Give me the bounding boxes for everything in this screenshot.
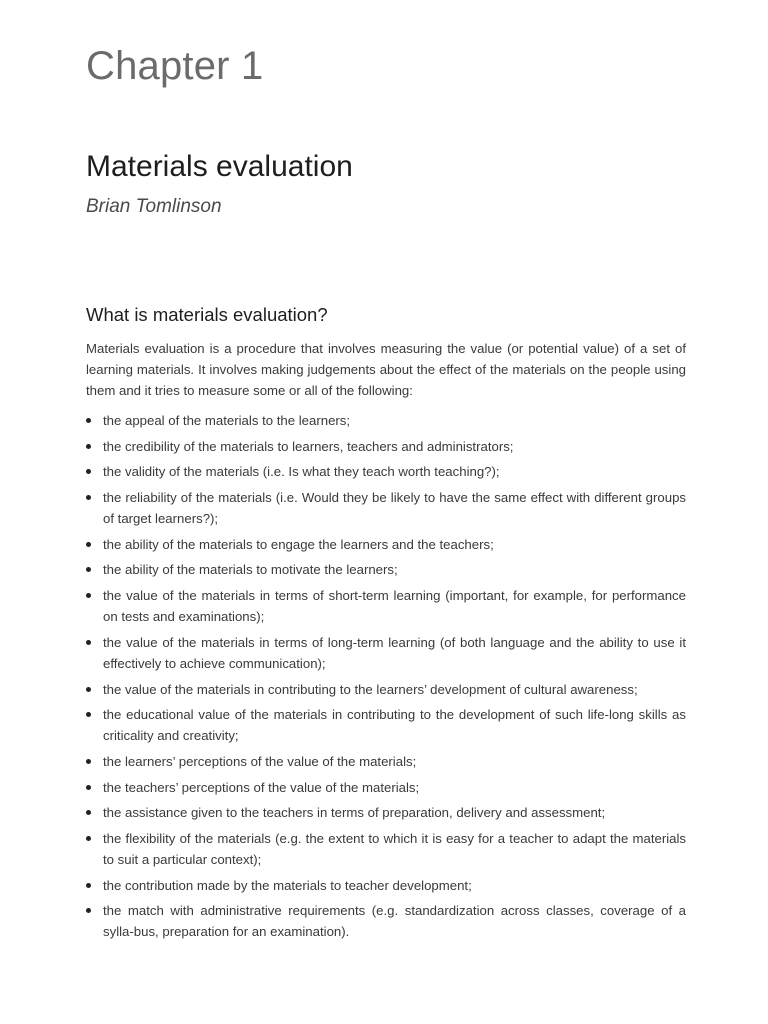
bullet-icon bbox=[86, 640, 91, 645]
bullet-icon bbox=[86, 418, 91, 423]
bullet-icon bbox=[86, 759, 91, 764]
bullet-icon bbox=[86, 883, 91, 888]
list-item bbox=[86, 487, 686, 529]
list-item-text: the ability of the materials to motivate the learners; bbox=[103, 562, 398, 578]
list-item bbox=[86, 534, 686, 555]
list-item bbox=[86, 632, 686, 674]
intro-paragraph: Materials evaluation is a procedure that involves measuring the value (or potential value) of a set of learning materials. It involves making judgements about the effect of the materials on the people using them and it tries to measure some or all of the following: bbox=[86, 341, 686, 398]
list-item bbox=[86, 461, 686, 482]
bullet-icon bbox=[86, 444, 91, 449]
bullet-icon bbox=[86, 542, 91, 547]
list-item-text: the assistance given to the teachers in terms of preparation, delivery and assessment; bbox=[103, 805, 606, 821]
section-heading: What is materials evaluation? bbox=[86, 304, 328, 325]
list-item-text: the appeal of the materials to the learners; bbox=[103, 413, 351, 428]
list-item-text: the value of the materials in contributing to the learners’ development of cultural awareness; bbox=[103, 681, 638, 697]
list-item bbox=[86, 900, 686, 942]
list-item bbox=[86, 875, 686, 896]
bullet-icon bbox=[86, 593, 91, 598]
list-item-text: the ability of the materials to engage the learners and the teachers; bbox=[103, 536, 494, 552]
list-item bbox=[86, 679, 686, 700]
bullet-icon bbox=[86, 687, 91, 692]
list-item-text: the validity of the materials (i.e. Is what they teach worth teaching?); bbox=[103, 464, 500, 480]
bullet-list bbox=[86, 410, 686, 947]
list-item-text: the reliability of the materials (i.e. Would they be likely to have the same effect with different groups of target learners?); bbox=[103, 490, 686, 527]
list-item-text: the teachers’ perceptions of the value of the materials; bbox=[103, 779, 420, 795]
bullet-icon bbox=[86, 908, 91, 913]
list-item-text: the credibility of the materials to learners, teachers and administrators; bbox=[103, 438, 514, 454]
list-item-text: the educational value of the materials in contributing to the development of such life-long skills as criticality and creativity; bbox=[103, 707, 686, 744]
list-item bbox=[86, 559, 686, 580]
list-item-text: the flexibility of the materials (e.g. the extent to which it is easy for a teacher to adapt the materials to suit a particular context); bbox=[103, 830, 686, 867]
bullet-icon bbox=[86, 567, 91, 572]
list-item-text: the value of the materials in terms of long-term learning (of both language and the ability to use it effectively to achieve communication); bbox=[103, 634, 686, 671]
chapter-label: Chapter 1 bbox=[86, 44, 264, 88]
list-item bbox=[86, 828, 686, 870]
list-item-text: the learners’ perceptions of the value of the materials; bbox=[103, 753, 417, 769]
list-item bbox=[86, 704, 686, 746]
list-item bbox=[86, 585, 686, 627]
author-name: Brian Tomlinson bbox=[86, 196, 222, 217]
list-item-text: the match with administrative requirements (e.g. standardization across classes, coverage of a sylla-bus, preparation for an examination). bbox=[103, 903, 686, 940]
list-item bbox=[86, 777, 686, 798]
list-item bbox=[86, 802, 686, 823]
list-item bbox=[86, 751, 686, 772]
list-item bbox=[86, 410, 686, 431]
list-item-text: the value of the materials in terms of short-term learning (important, for example, for performance on tests and examinations); bbox=[103, 588, 686, 625]
bullet-icon bbox=[86, 810, 91, 815]
bullet-icon bbox=[86, 785, 91, 790]
chapter-title: Materials evaluation bbox=[86, 150, 353, 183]
list-item bbox=[86, 436, 686, 457]
bullet-icon bbox=[86, 712, 91, 717]
list-item-text: the contribution made by the materials to teacher development; bbox=[103, 877, 472, 893]
bullet-icon bbox=[86, 495, 91, 500]
bullet-icon bbox=[86, 469, 91, 474]
bullet-icon bbox=[86, 836, 91, 841]
